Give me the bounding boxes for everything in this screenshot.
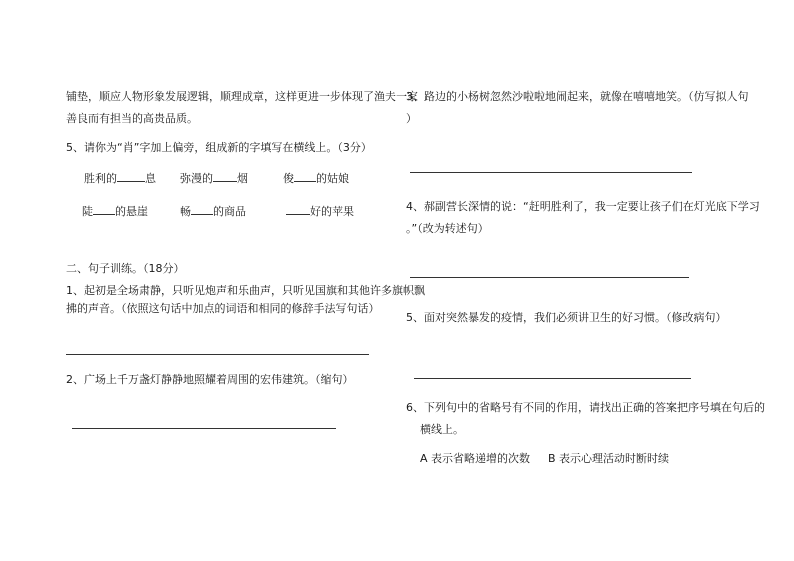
sentence-q4-line-2: 。”（改为转述句） <box>406 222 489 235</box>
option-a: A 表示省略递增的次数 <box>420 452 531 465</box>
sentence-q1-line-2: 拂的声音。（依照这句话中加点的词语和相同的修辞手法写句话） <box>66 302 380 315</box>
intro-line-1: 铺垫，顺应人物形象发展逻辑，顺理成章，这样更进一步体现了渔夫一家 <box>66 90 418 103</box>
answer-blank[interactable] <box>294 181 316 182</box>
word-blank-item <box>286 205 354 219</box>
answer-blank[interactable] <box>286 214 310 215</box>
sentence-q5: 5、面对突然暴发的疫情，我们必须讲卫生的好习惯。（修改病句） <box>406 311 727 324</box>
word-suffix: 息 <box>145 172 156 185</box>
answer-blank[interactable] <box>117 181 145 182</box>
word-prefix: 俊 <box>283 172 294 185</box>
sentence-q6-line-1: 6、下列句中的省略号有不同的作用，请找出正确的答案把序号填在句后的 <box>406 401 765 414</box>
sentence-q3-line-1: 3、路边的小杨树忽然沙啦啦地闹起来，就像在嘻嘻地笑。（仿写拟人句 <box>406 90 749 103</box>
word-suffix: 的姑娘 <box>316 172 349 185</box>
answer-line-q3[interactable] <box>410 172 692 173</box>
answer-blank[interactable] <box>191 214 213 215</box>
word-suffix: 的商品 <box>213 205 246 218</box>
sentence-q6-line-2: 横线上。 <box>420 423 464 436</box>
sentence-q3-line-2: ） <box>406 112 417 125</box>
word-prefix: 畅 <box>180 205 191 218</box>
word-blank-item <box>180 205 246 219</box>
sentence-q4-line-1: 4、郝副营长深情的说：“赶明胜利了，我一定要让孩子们在灯光底下学习 <box>406 200 760 213</box>
word-blank-item <box>82 205 148 219</box>
answer-line-q4[interactable] <box>410 277 689 278</box>
answer-blank[interactable] <box>213 181 237 182</box>
word-suffix: 烟 <box>237 172 248 185</box>
word-suffix: 好的苹果 <box>310 205 354 218</box>
word-suffix: 的悬崖 <box>115 205 148 218</box>
word-prefix: 陡 <box>82 205 93 218</box>
answer-line-q2[interactable] <box>72 428 336 429</box>
option-b: B 表示心理活动时断时续 <box>548 452 670 465</box>
answer-line-q5[interactable] <box>414 378 691 379</box>
section-2-title: 二、句子训练。（18分） <box>66 262 185 275</box>
word-blank-item <box>180 172 248 186</box>
word-prefix: 胜利的 <box>84 172 117 185</box>
word-prefix: 弥漫的 <box>180 172 213 185</box>
sentence-q1-line-1: 1、起初是全场肃静，只听见炮声和乐曲声，只听见国旗和其他许多旗帜飘 <box>66 284 425 297</box>
word-blank-item <box>283 172 349 186</box>
answer-blank[interactable] <box>93 214 115 215</box>
intro-line-2: 善良而有担当的高贵品质。 <box>66 112 198 125</box>
question-5-prompt: 5、请你为“肖”字加上偏旁，组成新的字填写在横线上。（3分） <box>66 141 372 154</box>
word-blank-item <box>84 172 156 186</box>
answer-line-q1[interactable] <box>66 354 369 355</box>
sentence-q2: 2、广场上千万盏灯静静地照耀着周围的宏伟建筑。（缩句） <box>66 373 354 386</box>
